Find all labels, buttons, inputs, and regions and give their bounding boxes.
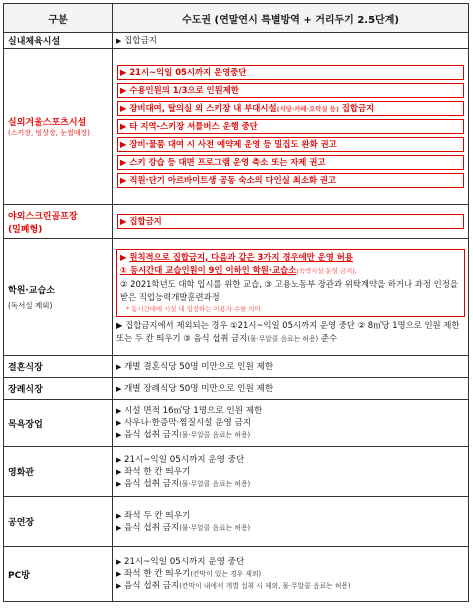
- row-content-funeral: ▶ 개별 장례식당 50명 미만으로 인원 제한: [113, 378, 469, 400]
- row-label-theater: 공연장: [4, 497, 113, 547]
- bullet-icon: ▶: [116, 455, 122, 464]
- bullet-icon: ▶: [120, 157, 130, 167]
- row-label-pc: PC방: [4, 547, 113, 602]
- row-label-winter-sports: 실외겨울스포츠시설 (스키장, 빙상장, 눈썰매장): [4, 49, 113, 205]
- bullet-icon: ▶: [116, 36, 122, 45]
- academy-exception: ▶ 집합금지에서 제외되는 경우 ①21시~익일 05시까지 운영 중단 ② 8㎡당 1명으로 인원 제한 또는 두 칸 띄우기 ③ 음식 섭취 금지(물·무알콜 음료는 허용) 준수: [116, 319, 460, 343]
- winter-rule-box: ▶ 직원·단기 아르바이트생 공동 숙소의 다인실 최소화 권고: [117, 173, 464, 188]
- bullet-icon: ▶: [120, 251, 130, 262]
- bullet-icon: ▶: [120, 103, 130, 113]
- golf-rule-box: ▶ 집합금지: [117, 214, 464, 229]
- row-content-wedding: ▶ 개별 결혼식당 50명 미만으로 인원 제한: [113, 356, 469, 378]
- academy-rule-box: ▶ 원칙적으로 집합금지, 다음과 같은 3가지 경우에만 운영 허용 ① 동시간대 교습인원이 9인 이하인 학원·교습소(숙박시설 운영 금지), ② 2021학년도 대학 입시를 위한 교습, ③ 고용노동부 장관과 위탁계약을 하거나 과정 인정을 받은 직업능력개발훈련과정 * 동시간대에 시설 내 입장하는 이용자 수를 의미: [116, 249, 465, 317]
- bullet-icon: ▶: [116, 582, 122, 590]
- row-content-bath: ▶ 시설 면적 16㎡당 1명으로 인원 제한 ▶ 사우나·한증막·찜질시설 운영 금지 ▶ 음식 섭취 금지 (물·무알콜 음료는 허용): [113, 400, 469, 447]
- row-content-golf: [113, 205, 469, 239]
- row-label-golf: 야외스크린골프장 (밀폐형): [4, 205, 113, 239]
- row-content-cinema: ▶ 21시~익일 05시까지 운영 중단 ▶ 좌석 한 칸 띄우기 ▶ 음식 섭취 금지 (물·무알콜 음료는 허용): [113, 447, 469, 497]
- bullet-icon: ▶: [116, 362, 122, 371]
- winter-rule-box: ▶ 21시~익일 05시까지 운영중단: [117, 65, 464, 80]
- winter-rule-box: ▶ 장비·물품 대여 시 사전 예약제 운영 등 밀집도 완화 권고: [117, 137, 464, 152]
- bullet-icon: ▶: [120, 216, 130, 226]
- regulation-table: [3, 3, 469, 602]
- row-label-funeral: 장례식장: [4, 378, 113, 400]
- winter-rule-box: ▶ 스키 강습 등 대면 프로그램 운영 축소 또는 자제 권고: [117, 155, 464, 170]
- bullet-icon: ▶: [120, 85, 130, 95]
- row-content-indoor-sports: ▶ 집합금지: [113, 33, 469, 49]
- row-content-pc: ▶ 21시~익일 05시까지 운영 중단 ▶ 좌석 한 칸 띄우기 (칸막이 있는 경우 제외) ▶ 음식 섭취 금지 (칸막이 내에서 개별 섭취 시 제외, 물·무알콜 음료는 허용): [113, 547, 469, 602]
- row-label-bath: 목욕장업: [4, 400, 113, 447]
- row-label-wedding: 결혼식장: [4, 356, 113, 378]
- bullet-icon: ▶: [116, 319, 126, 330]
- bullet-icon: ▶: [120, 175, 130, 185]
- header-category: 구분: [4, 4, 113, 33]
- bullet-icon: ▶: [116, 570, 122, 578]
- bullet-icon: ▶: [120, 121, 130, 131]
- winter-rule-box: ▶ 장비대여, 탈의실 외 스키장 내 부대시설(식당·카페·오락실 등) 집합금지: [117, 101, 464, 116]
- bullet-icon: ▶: [116, 558, 122, 566]
- row-label-indoor-sports: 실내체육시설: [4, 33, 113, 49]
- bullet-icon: ▶: [116, 407, 122, 415]
- row-content-theater: ▶ 좌석 두 칸 띄우기 ▶ 음식 섭취 금지 (물·무알콜 음료는 허용): [113, 497, 469, 547]
- bullet-icon: ▶: [116, 523, 122, 532]
- row-label-cinema: 영화관: [4, 447, 113, 497]
- header-metro: 수도권 (연말연시 특별방역 + 거리두기 2.5단계): [113, 4, 469, 33]
- bullet-icon: ▶: [116, 431, 122, 439]
- winter-rule-box: ▶ 타 지역-스키장 셔틀버스 운행 중단: [117, 119, 464, 134]
- row-content-academy: [113, 239, 469, 356]
- bullet-icon: ▶: [116, 384, 122, 393]
- bullet-icon: ▶: [120, 139, 130, 149]
- winter-rule-box: ▶ 수용인원의 1/3으로 인원제한: [117, 83, 464, 98]
- bullet-icon: ▶: [116, 467, 122, 476]
- bullet-icon: ▶: [120, 67, 130, 77]
- row-label-academy: 학원·교습소 (독서실 제외): [4, 239, 113, 356]
- bullet-icon: ▶: [116, 479, 122, 488]
- bullet-icon: ▶: [116, 511, 122, 520]
- row-content-winter-sports: [113, 49, 469, 205]
- bullet-icon: ▶: [116, 419, 122, 427]
